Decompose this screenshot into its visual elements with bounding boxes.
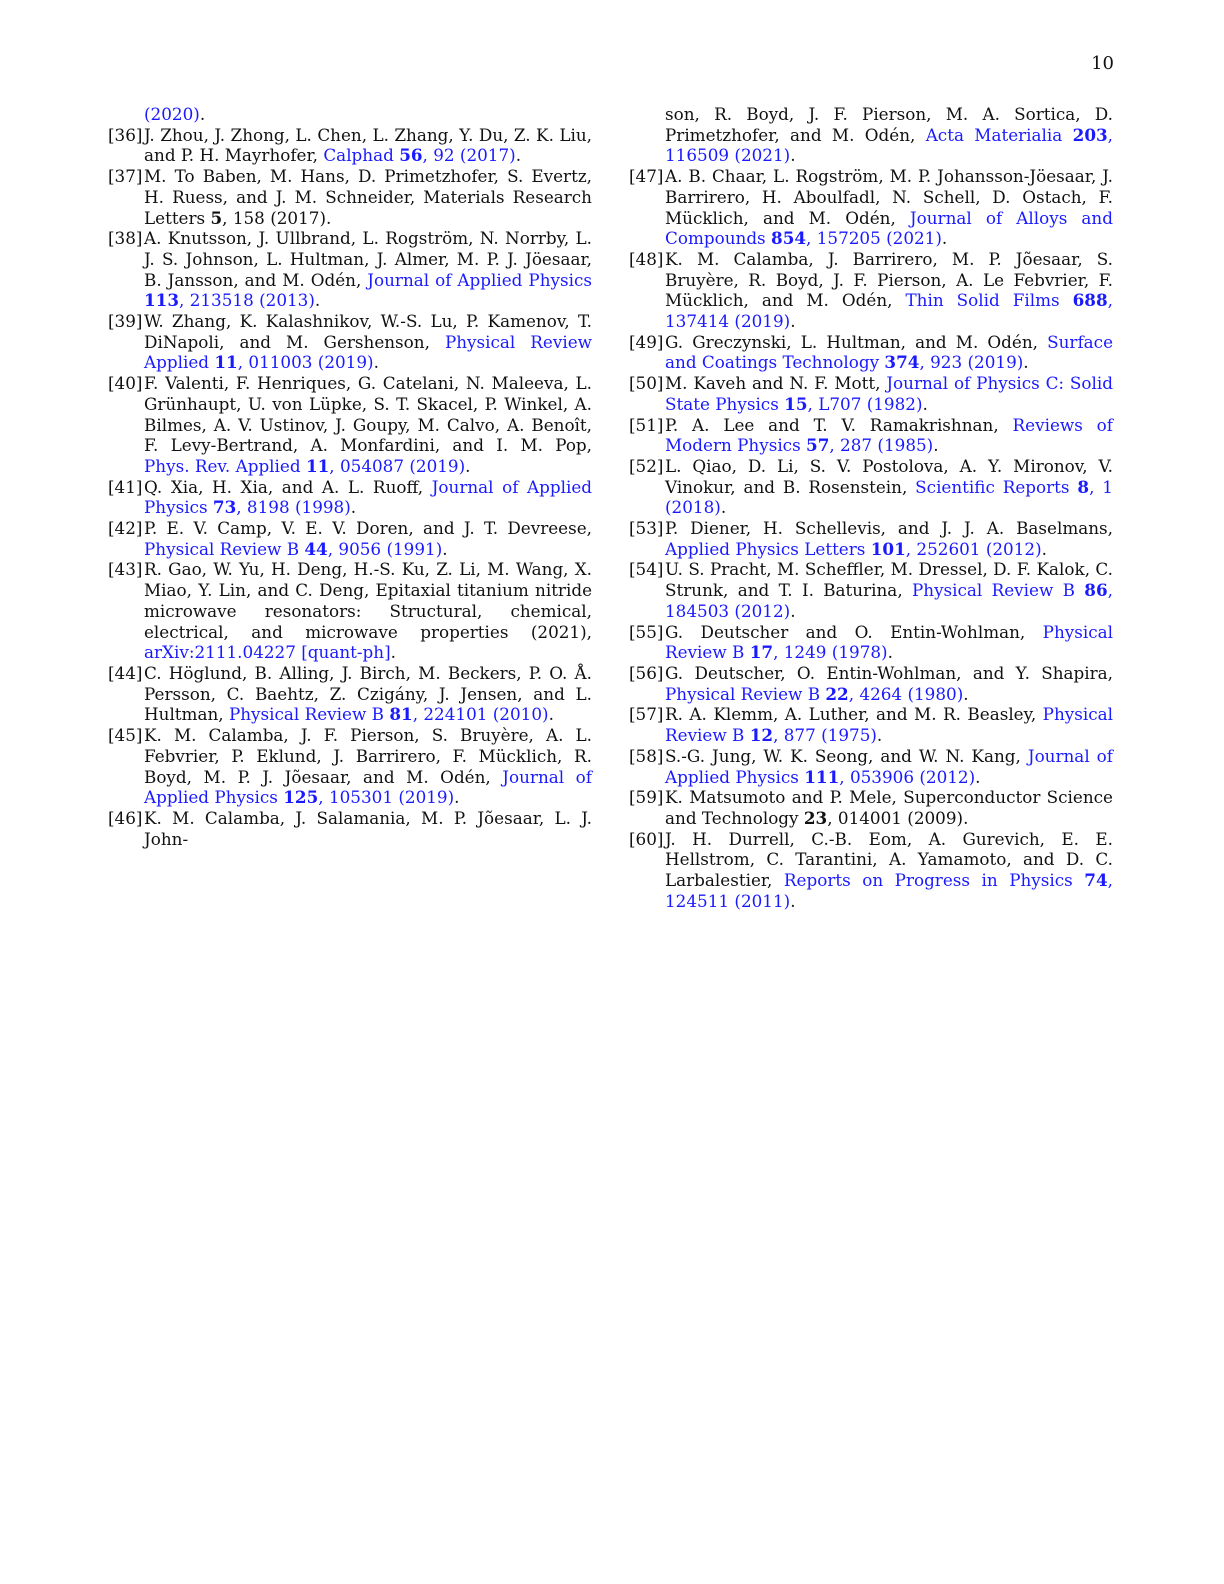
- citation-link[interactable]: Journal of Applied Physics: [665, 745, 1113, 787]
- reference-number: [40]: [108, 373, 143, 394]
- citation-link[interactable]: Calphad: [323, 145, 400, 166]
- reference-number: [51]: [629, 414, 664, 435]
- reference-text: P. A. Lee and T. V. Ramakrishnan,: [665, 414, 1013, 435]
- reference-text: .: [922, 393, 928, 414]
- reference-text: .: [1023, 352, 1029, 373]
- reference-body: [665, 746, 1113, 787]
- citation-link[interactable]: 374: [884, 352, 920, 373]
- citation-link[interactable]: Physical Review B: [144, 538, 305, 559]
- citation-link[interactable]: Scientific Reports: [915, 476, 1078, 497]
- citation-link[interactable]: , 184503 (2012): [665, 580, 1113, 621]
- reference-text: M. To Baben, M. Hans, D. Primetzhofer, S. Evertz, H. Ruess, and J. M. Schneider, Materials Research Letters: [144, 166, 592, 228]
- citation-link[interactable]: , 252601 (2012): [905, 538, 1042, 559]
- citation-link[interactable]: 688: [1072, 290, 1108, 311]
- left-reference-column: [108, 104, 592, 849]
- reference-entry: [629, 787, 1113, 828]
- reference-text: .: [876, 725, 883, 746]
- reference-text: .: [975, 766, 981, 787]
- citation-link[interactable]: 57: [806, 435, 830, 456]
- citation-link[interactable]: 22: [825, 683, 849, 704]
- citation-link[interactable]: 81: [389, 704, 413, 725]
- reference-text: .: [515, 145, 522, 166]
- reference-text: M. Kaveh and N. F. Mott,: [665, 373, 887, 394]
- reference-body: [665, 663, 1113, 704]
- reference-continuation: [629, 104, 1113, 166]
- citation-link[interactable]: , 011003 (2019): [237, 352, 374, 373]
- reference-body: [665, 415, 1113, 456]
- reference-text: K. M. Calamba, J. F. Pierson, S. Bruyère, A. L. Febvrier, P. Eklund, J. Barrirero, F. Mücklich, R. Boyd, M. P. J. Jõesaar, and M. Odén,: [144, 725, 592, 787]
- reference-entry: [629, 249, 1113, 332]
- citation-link[interactable]: 74: [1084, 870, 1108, 891]
- reference-text: G. Deutscher and O. Entin-Wohlman,: [665, 621, 1043, 642]
- reference-entry: [629, 166, 1113, 249]
- citation-link[interactable]: 56: [399, 145, 423, 166]
- reference-number: [57]: [629, 704, 664, 725]
- citation-link[interactable]: , 877 (1975): [773, 725, 877, 746]
- citation-link[interactable]: 15: [784, 393, 808, 414]
- reference-text: F. Valenti, F. Henriques, G. Catelani, N. Maleeva, L. Grünhaupt, U. von Lüpke, S. T. Skacel, P. Winkel, A. Bilmes, A. V. Ustinov, J. Goupy, M. Calvo, A. Benoît, F. Levy-Bertrand, A. Monfardini, and I. M. Pop,: [144, 373, 592, 456]
- reference-body: [144, 166, 592, 228]
- reference-text: .: [963, 683, 969, 704]
- reference-text: .: [454, 787, 460, 808]
- reference-number: [41]: [108, 476, 143, 497]
- reference-entry: [629, 415, 1113, 456]
- reference-text: , 158 (2017).: [222, 207, 332, 228]
- reference-body: [144, 518, 592, 559]
- reference-body: [665, 829, 1113, 912]
- reference-text: G. Greczynski, L. Hultman, and M. Odén,: [665, 331, 1048, 352]
- reference-text: P. Diener, H. Schellevis, and J. J. A. Baselmans,: [665, 518, 1113, 539]
- reference-body: [144, 228, 592, 311]
- reference-entry: [629, 332, 1113, 373]
- reference-text: .: [390, 642, 396, 663]
- citation-link[interactable]: 111: [804, 766, 840, 787]
- reference-text: J. Zhou, J. Zhong, L. Chen, L. Zhang, Y. Du, Z. K. Liu, and P. H. Mayrhofer,: [144, 124, 592, 166]
- reference-text: .: [1041, 538, 1047, 559]
- citation-link[interactable]: , L707 (1982): [807, 393, 923, 414]
- reference-body: [665, 622, 1113, 663]
- reference-text: .: [199, 104, 206, 124]
- citation-link[interactable]: , 124511 (2011): [665, 870, 1113, 911]
- reference-body: [665, 166, 1113, 249]
- citation-link[interactable]: 854: [771, 228, 807, 249]
- citation-link[interactable]: Journal of Applied Physics: [144, 476, 592, 518]
- reference-body: [144, 104, 592, 125]
- reference-body: [665, 104, 1113, 166]
- citation-link[interactable]: , 054087 (2019): [329, 455, 466, 476]
- citation-link[interactable]: , 213518 (2013): [179, 290, 315, 311]
- reference-text: .: [350, 497, 357, 518]
- reference-text: Q. Xia, H. Xia, and A. L. Ruoff,: [144, 476, 432, 497]
- citation-link[interactable]: 44: [304, 538, 328, 559]
- reference-number: [39]: [108, 311, 143, 332]
- citation-link[interactable]: Physical Review B: [665, 683, 826, 704]
- citation-link[interactable]: , 1249 (1978): [773, 642, 888, 663]
- reference-number: [52]: [629, 455, 664, 476]
- citation-link[interactable]: Surface and Coatings Technology: [665, 331, 1113, 373]
- citation-link[interactable]: , 116509 (2021): [665, 124, 1114, 166]
- reference-entry: [629, 663, 1113, 704]
- citation-link[interactable]: 11: [305, 455, 330, 476]
- reference-entry: [108, 125, 592, 166]
- reference-entry: [629, 373, 1113, 414]
- reference-number: [46]: [108, 807, 143, 828]
- reference-number: [49]: [629, 331, 664, 352]
- reference-text: K. M. Calamba, J. Barrirero, M. P. Jõesaar, S. Bruyère, R. Boyd, J. F. Pierson, A. Le Febvrier, F. Mücklich, and M. Odén,: [665, 248, 1113, 311]
- citation-link[interactable]: Journal of Alloys and Compounds: [665, 207, 1113, 249]
- reference-text: J. H. Durrell, C.-B. Eom, A. Gurevich, E. E. Hellstrom, C. Tarantini, A. Yamamoto, and D. C. Larbalestier,: [665, 828, 1113, 891]
- citation-link[interactable]: 125: [283, 787, 319, 808]
- reference-text: K. Matsumoto and P. Mele, Superconductor Science and Technology: [665, 787, 1113, 828]
- reference-number: [56]: [629, 662, 664, 683]
- reference-body: [665, 249, 1113, 332]
- citation-link[interactable]: , 287 (1985): [829, 435, 934, 456]
- reference-text: , 014001 (2009).: [827, 807, 969, 828]
- citation-link[interactable]: , 137414 (2019): [665, 290, 1113, 332]
- reference-text: .: [790, 600, 796, 621]
- reference-entry: [629, 704, 1113, 745]
- reference-number: [42]: [108, 518, 143, 539]
- reference-text: R. Gao, W. Yu, H. Deng, H.-S. Ku, Z. Li, M. Wang, X. Miao, Y. Lin, and C. Deng, Epitaxial titanium nitride microwave resonators: Structural, chemical, electrical, and microwave properties (2021),: [144, 559, 592, 642]
- citation-link[interactable]: arXiv:2111.04227 [quant-ph]: [144, 642, 391, 663]
- reference-entry: [108, 725, 592, 808]
- reference-body: [144, 725, 592, 808]
- citation-link[interactable]: Applied Physics Letters: [665, 538, 871, 559]
- reference-number: [54]: [629, 559, 664, 580]
- reference-body: [144, 663, 592, 725]
- reference-body: [665, 704, 1113, 745]
- reference-entry: [629, 518, 1113, 559]
- citation-link[interactable]: Acta Materialia: [925, 124, 1073, 145]
- citation-link[interactable]: Thin Solid Films: [905, 290, 1073, 311]
- citation-link[interactable]: 113: [144, 290, 180, 311]
- reference-number: [58]: [629, 745, 664, 766]
- reference-text: .: [314, 290, 321, 311]
- reference-text: son, R. Boyd, J. F. Pierson, M. A. Sortica, D. Primetzhofer, and M. Odén,: [665, 104, 1113, 145]
- reference-continuation: [108, 104, 592, 125]
- citation-link[interactable]: 203: [1072, 124, 1108, 145]
- citation-link[interactable]: Physical Review B: [228, 704, 390, 725]
- reference-number: [43]: [108, 559, 143, 580]
- reference-number: [36]: [108, 124, 143, 145]
- reference-text: U. S. Pracht, M. Scheffler, M. Dressel, D. F. Kalok, C. Strunk, and T. I. Baturina,: [665, 559, 1113, 601]
- citation-link[interactable]: Reviews of Modern Physics: [665, 414, 1113, 456]
- reference-body: [665, 787, 1113, 828]
- page-number: 10: [1091, 53, 1114, 74]
- reference-text: .: [790, 311, 796, 332]
- reference-entry: [629, 622, 1113, 663]
- reference-number: [50]: [629, 373, 664, 394]
- reference-number: [45]: [108, 725, 143, 746]
- reference-number: [59]: [629, 787, 664, 808]
- reference-number: [47]: [629, 166, 664, 187]
- citation-link[interactable]: , 105301 (2019): [318, 787, 455, 808]
- citation-link[interactable]: Physical Review B: [665, 704, 1113, 746]
- reference-number: [53]: [629, 518, 664, 539]
- citation-link[interactable]: , 1 (2018): [665, 476, 1113, 518]
- citation-link[interactable]: 101: [870, 538, 906, 559]
- reference-text: L. Qiao, D. Li, S. V. Postolova, A. Y. Mironov, V. Vinokur, and B. Rosenstein,: [665, 455, 1113, 497]
- reference-text: A. Knutsson, J. Ullbrand, L. Rogström, N. Norrby, L. J. S. Johnson, L. Hultman, J. Almer, M. P. J. Jöesaar, B. Jansson, and M. Odén,: [144, 228, 592, 290]
- reference-entry: [108, 808, 592, 849]
- reference-text: .: [887, 642, 893, 663]
- citation-link[interactable]: 86: [1084, 580, 1108, 601]
- reference-text: .: [548, 704, 554, 725]
- reference-entry: [629, 746, 1113, 787]
- reference-entry: [108, 311, 592, 373]
- citation-link[interactable]: , 8198 (1998): [236, 497, 351, 518]
- reference-entry: [629, 456, 1113, 518]
- citation-link[interactable]: 11: [214, 352, 238, 373]
- reference-text: .: [933, 435, 939, 456]
- citation-link[interactable]: , 923 (2019): [919, 352, 1024, 373]
- reference-text: W. Zhang, K. Kalashnikov, W.-S. Lu, P. Kamenov, T. DiNapoli, and M. Gershenson,: [144, 311, 592, 352]
- citation-link[interactable]: 8: [1077, 476, 1090, 497]
- reference-entry: [108, 518, 592, 559]
- reference-entry: [108, 559, 592, 663]
- citation-link[interactable]: , 157205 (2021): [806, 228, 942, 249]
- reference-text: .: [720, 497, 727, 518]
- reference-body: [665, 559, 1113, 621]
- reference-text: S.-G. Jung, W. K. Seong, and W. N. Kang,: [665, 745, 1028, 766]
- citation-link[interactable]: (2020): [144, 104, 200, 124]
- reference-number: [37]: [108, 166, 143, 187]
- reference-body: [144, 477, 592, 518]
- reference-entry: [108, 373, 592, 477]
- reference-text: 23: [803, 807, 828, 828]
- reference-text: 5: [210, 207, 223, 228]
- reference-text: R. A. Klemm, A. Luther, and M. R. Beasley,: [665, 704, 1043, 725]
- reference-text: .: [790, 890, 796, 911]
- citation-link[interactable]: 17: [749, 642, 774, 663]
- reference-body: [665, 373, 1113, 414]
- citation-link[interactable]: Physical Review B: [911, 580, 1085, 601]
- reference-body: [665, 456, 1113, 518]
- reference-body: [665, 332, 1113, 373]
- citation-link[interactable]: Physical Review B: [665, 621, 1113, 663]
- reference-entry: [629, 559, 1113, 621]
- reference-entry: [629, 829, 1113, 912]
- reference-body: [144, 808, 592, 849]
- reference-text: .: [465, 455, 471, 476]
- reference-number: [44]: [108, 662, 143, 683]
- reference-text: C. Höglund, B. Alling, J. Birch, M. Beckers, P. O. Å. Persson, C. Baehtz, Z. Czigány, J. Jensen, and L. Hultman,: [144, 662, 592, 725]
- citation-link[interactable]: Reports on Progress in Physics: [783, 870, 1085, 891]
- citation-link[interactable]: 73: [212, 497, 237, 518]
- reference-text: K. M. Calamba, J. Salamania, M. P. Jõesaar, L. J. John-: [144, 807, 592, 849]
- reference-text: A. B. Chaar, L. Rogström, M. P. Johansson-Jöesaar, J. Barrirero, H. Aboulfadl, N. Schell, D. Ostach, F. Mücklich, and M. Odén,: [665, 166, 1113, 228]
- reference-text: P. E. V. Camp, V. E. V. Doren, and J. T. Devreese,: [144, 518, 592, 539]
- reference-number: [60]: [629, 828, 664, 849]
- reference-text: .: [941, 228, 948, 249]
- citation-link[interactable]: 12: [749, 725, 774, 746]
- citation-link[interactable]: Physical Review Applied: [144, 331, 592, 373]
- reference-text: .: [790, 145, 796, 166]
- reference-body: [144, 125, 592, 166]
- reference-text: G. Deutscher, O. Entin-Wohlman, and Y. Shapira,: [665, 662, 1113, 683]
- reference-number: [55]: [629, 621, 664, 642]
- citation-link[interactable]: Journal of Physics C: Solid State Physics: [665, 373, 1113, 414]
- reference-body: [144, 373, 592, 477]
- citation-link[interactable]: , 9056 (1991): [327, 538, 443, 559]
- reference-body: [144, 559, 592, 663]
- citation-link[interactable]: Journal of Applied Physics: [144, 766, 592, 808]
- reference-body: [665, 518, 1113, 559]
- citation-link[interactable]: , 224101 (2010): [412, 704, 549, 725]
- reference-text: .: [442, 538, 448, 559]
- reference-number: [38]: [108, 228, 143, 249]
- citation-link[interactable]: Phys. Rev. Applied: [144, 455, 306, 476]
- citation-link[interactable]: , 92 (2017): [422, 145, 516, 166]
- reference-entry: [108, 228, 592, 311]
- citation-link[interactable]: , 4264 (1980): [848, 683, 964, 704]
- reference-entry: [108, 477, 592, 518]
- reference-entry: [108, 166, 592, 228]
- right-reference-column: [629, 104, 1113, 911]
- citation-link[interactable]: Journal of Applied Physics: [367, 269, 592, 290]
- citation-link[interactable]: , 053906 (2012): [839, 766, 976, 787]
- reference-number: [48]: [629, 248, 664, 269]
- reference-entry: [108, 663, 592, 725]
- reference-body: [144, 311, 592, 373]
- reference-text: .: [373, 352, 379, 373]
